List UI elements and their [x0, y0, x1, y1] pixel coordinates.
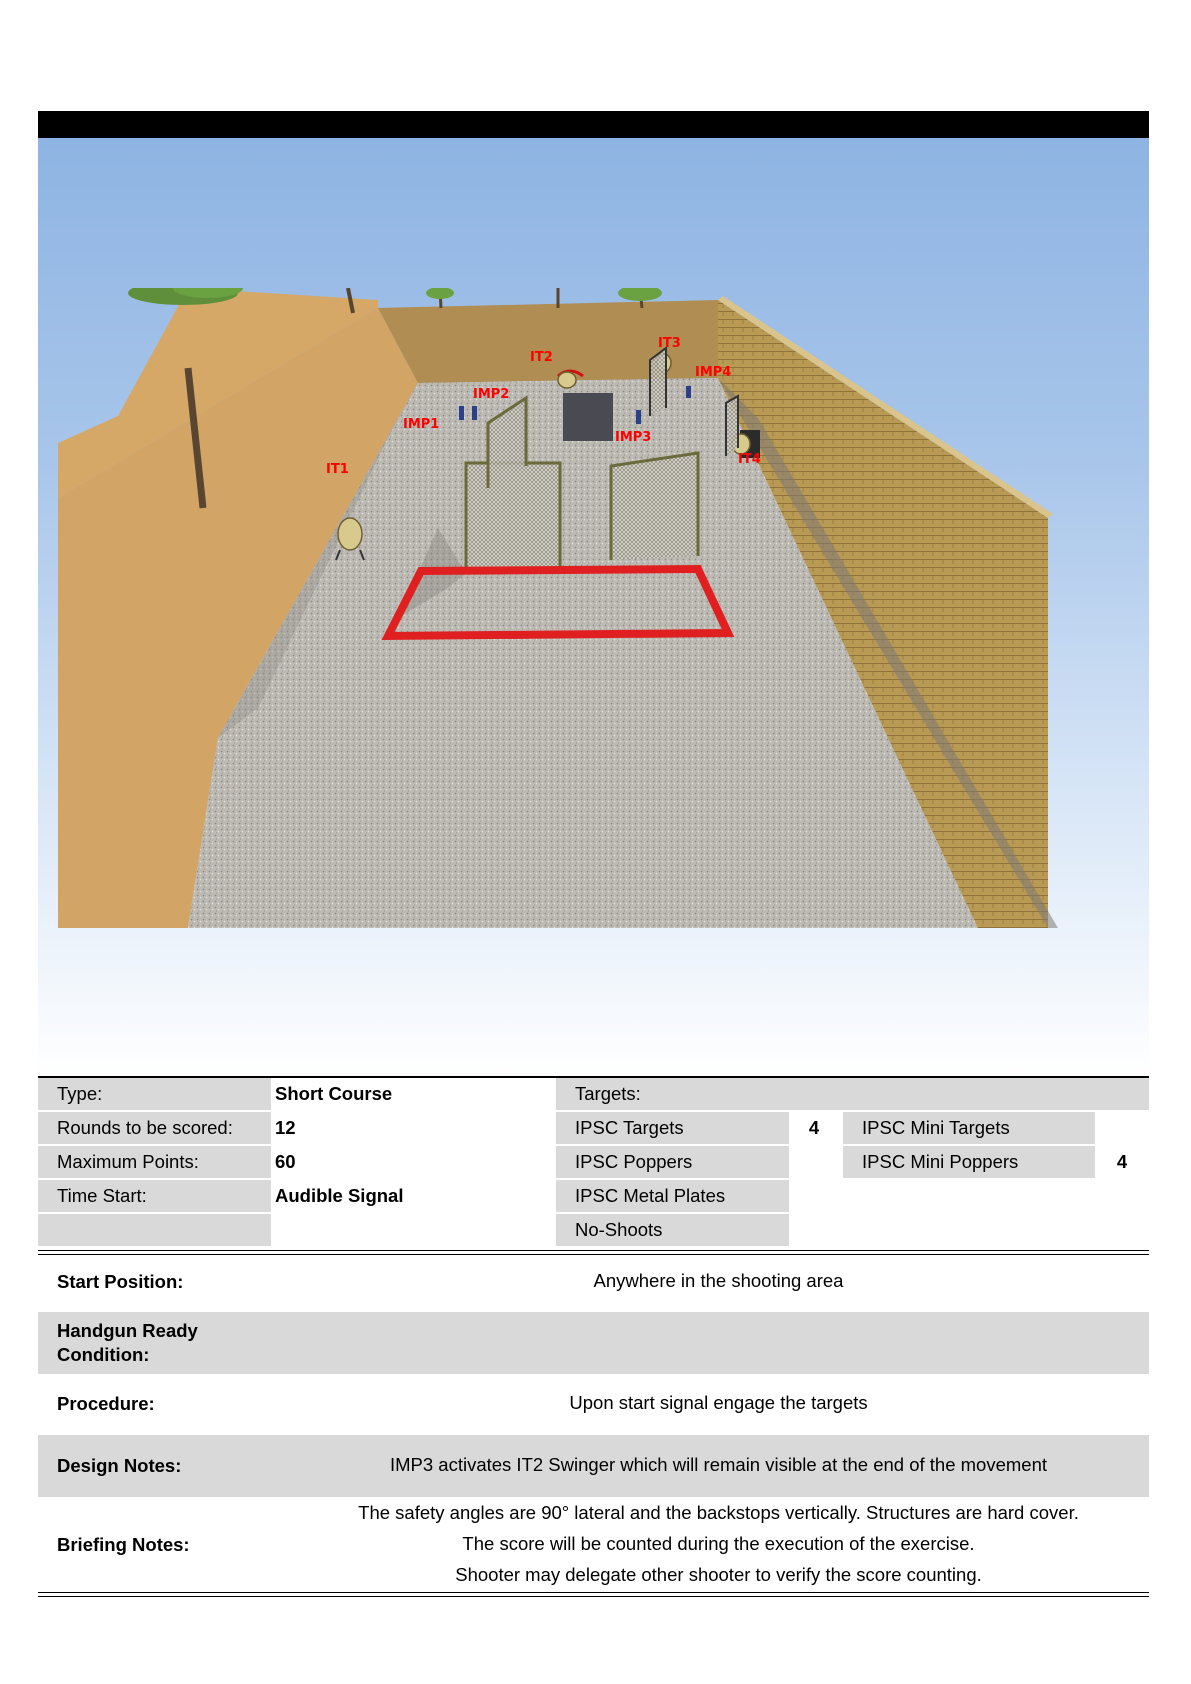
stage-3d-render [58, 288, 1130, 928]
title-bar [38, 111, 1149, 138]
procedure-value: Upon start signal engage the targets [569, 1392, 868, 1413]
label-imp4: IMP4 [695, 365, 732, 380]
stage-illustration [38, 138, 1149, 1078]
target-it2 [558, 372, 576, 388]
label-it3: IT3 [658, 336, 681, 351]
briefing-notes-label: Briefing Notes: [57, 1534, 190, 1555]
ipsc-poppers-label: IPSC Poppers [556, 1146, 789, 1178]
table-divider [38, 1250, 1149, 1255]
ready-condition-row [38, 1312, 1149, 1374]
no-shoots-label: No-Shoots [556, 1214, 789, 1246]
popper-imp4 [686, 386, 691, 398]
label-it1: IT1 [326, 462, 349, 477]
design-notes-value: IMP3 activates IT2 Swinger which will remain visible at the end of the movement [389, 1454, 1048, 1475]
ipsc-targets-label: IPSC Targets [556, 1112, 789, 1144]
label-it4: IT4 [738, 452, 761, 467]
start-position-label: Start Position: [57, 1271, 184, 1292]
rounds-value: 12 [275, 1117, 296, 1138]
label-imp3: IMP3 [615, 430, 652, 445]
ipsc-metal-plates-label: IPSC Metal Plates [556, 1180, 789, 1212]
ipsc-mini-poppers-label: IPSC Mini Poppers [843, 1146, 1095, 1178]
type-label: Type: [38, 1078, 271, 1110]
max-points-value: 60 [275, 1151, 296, 1172]
label-it2: IT2 [530, 350, 553, 365]
label-imp1: IMP1 [403, 417, 440, 432]
design-notes-label: Design Notes: [57, 1455, 182, 1476]
type-value: Short Course [275, 1083, 393, 1104]
tree-icon [426, 288, 454, 308]
start-position-row [38, 1258, 1149, 1310]
empty-label-cell [38, 1214, 271, 1246]
briefing-line: The safety angles are 90° lateral and the backstops vertically. Structures are hard cover. [358, 1502, 1079, 1523]
time-start-label: Time Start: [38, 1180, 271, 1212]
procedure-label: Procedure: [57, 1393, 155, 1414]
briefing-line: Shooter may delegate other shooter to verify the score counting. [455, 1564, 982, 1585]
max-points-label: Maximum Points: [38, 1146, 271, 1178]
targets-label: Targets: [556, 1078, 1149, 1110]
ready-condition-label-2: Condition: [57, 1344, 150, 1365]
design-notes-row [38, 1435, 1149, 1497]
procedure-row [38, 1375, 1149, 1433]
time-start-value: Audible Signal [275, 1185, 404, 1206]
ipsc-mini-poppers-count: 4 [1116, 1151, 1128, 1172]
start-position-value: Anywhere in the shooting area [593, 1270, 844, 1291]
barricade-block [563, 393, 613, 441]
bottom-divider [38, 1592, 1149, 1597]
briefing-line: The score will be counted during the execution of the exercise. [462, 1533, 975, 1554]
label-imp2: IMP2 [473, 387, 510, 402]
popper-imp3 [636, 410, 641, 424]
stage-info-table [38, 1076, 1149, 1252]
rounds-label: Rounds to be scored: [38, 1112, 271, 1144]
ipsc-mini-targets-label: IPSC Mini Targets [843, 1112, 1095, 1144]
ready-condition-label-1: Handgun Ready [57, 1320, 198, 1341]
briefing-notes-row [38, 1498, 1149, 1590]
ipsc-targets-count: 4 [808, 1117, 820, 1138]
